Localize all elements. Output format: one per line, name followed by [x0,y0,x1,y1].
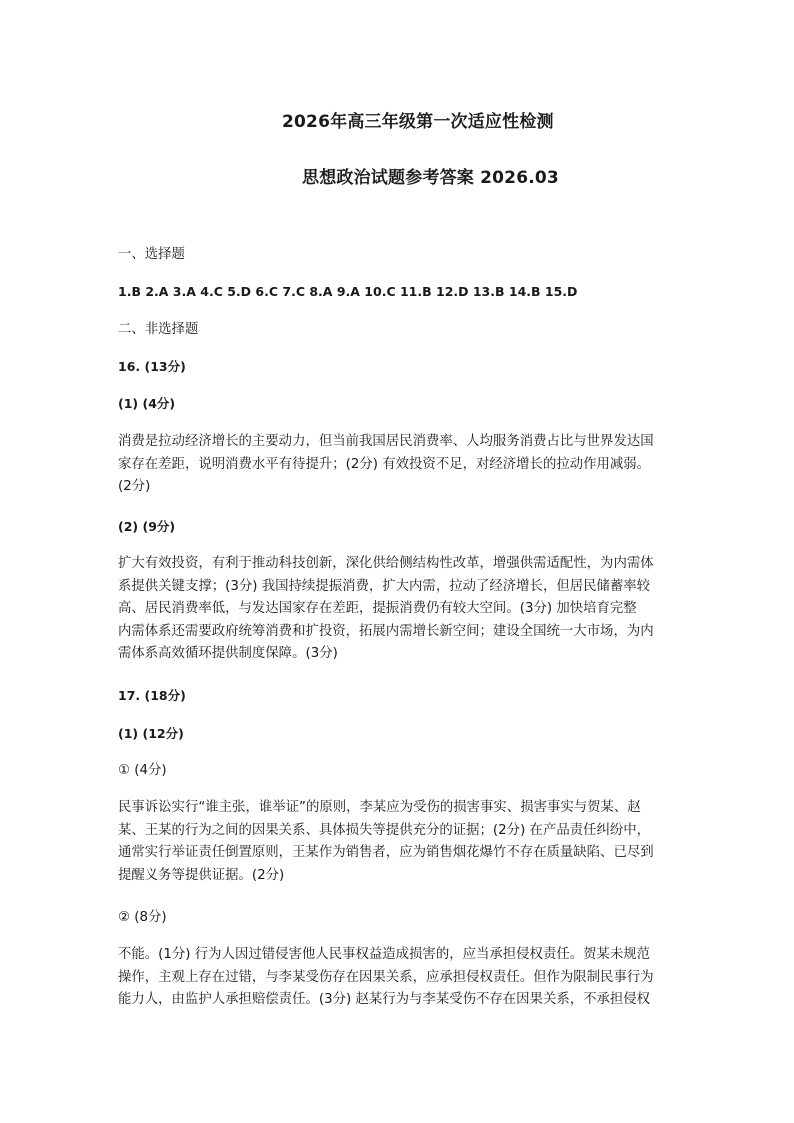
q17-sub2-label: ② (8分) [118,910,167,925]
q17-part1-label: (1) (12分) [118,726,184,741]
answer-line: (2分) [118,479,151,494]
answer-line: 提醒义务等提供证据。(2分) [118,867,285,883]
choice-heading: 一、选择题 [118,247,185,262]
q16-part1-label: (1) (4分) [118,396,176,411]
q16-part2-answer [118,553,690,666]
q16-part1-answer [118,431,690,499]
answer-line: 家存在差距，说明消费水平有待提升；(2分) 有效投资不足，对经济增长的拉动作用减弱。 [118,456,651,472]
answer-line: 某、王某的行为之间的因果关系、具体损失等提供充分的证据；(2分) 在产品责任纠纷中， [118,822,651,838]
answer-line: 高、居民消费率低，与发达国家存在差距，提振消费仍有较大空间。(3分) 加快培育完整 [118,601,637,616]
q17-heading: 17. (18分) [118,688,186,703]
choice-answers: 1.B 2.A 3.A 4.C 5.D 6.C 7.C 8.A 9.A 10.C 11.B 12.D 13.B 14.B 15.D [118,284,578,299]
answer-line: 通常实行举证责任倒置原则，王某作为销售者，应为销售烟花爆竹不存在质量缺陷、已尽到 [118,845,654,860]
answer-line: 消费是拉动经济增长的主要动力，但当前我国居民消费率、人均服务消费占比与世界发达国 [118,434,654,449]
answer-line: 需体系高效循环提供制度保障。(3分) [118,646,338,661]
answer-line: 扩大有效投资，有利于推动科技创新，深化供给侧结构性改革，增强供需适配性，为内需体 [118,556,654,571]
q17-sub1-answer [118,797,690,887]
nonchoice-heading: 二、非选择题 [118,322,199,337]
answer-line: 操作，主观上存在过错，与李某受伤存在因果关系，应承担侵权责任。但作为限制民事行为 [118,969,654,985]
q16-part2-label: (2) (9分) [118,519,176,534]
page-title: 2026年高三年级第一次适应性检测 [282,112,554,132]
answer-line: 能力人，由监护人承担赔偿责任。(3分) 赵某行为与李某受伤不存在因果关系，不承担侵权 [118,992,651,1007]
q17-sub2-answer [118,944,690,1012]
answer-line: 内需体系还需要政府统筹消费和扩投资，拓展内需增长新空间；建设全国统一大市场，为内 [118,623,654,639]
q17-sub1-label: ① (4分) [118,763,167,778]
answer-line: 不能。(1分) 行为人因过错侵害他人民事权益造成损害的，应当承担侵权责任。贺某未规范 [118,947,651,962]
answer-line: 系提供关键支撑；(3分) 我国持续提振消费，扩大内需，拉动了经济增长，但居民储蓄率较 [118,578,651,594]
answer-line: 民事诉讼实行“谁主张，谁举证”的原则，李某应为受伤的损害事实、损害事实与贺某、赵 [118,800,641,815]
q16-heading: 16. (13分) [118,359,186,374]
page-subtitle: 思想政治试题参考答案 2026.03 [302,168,559,188]
